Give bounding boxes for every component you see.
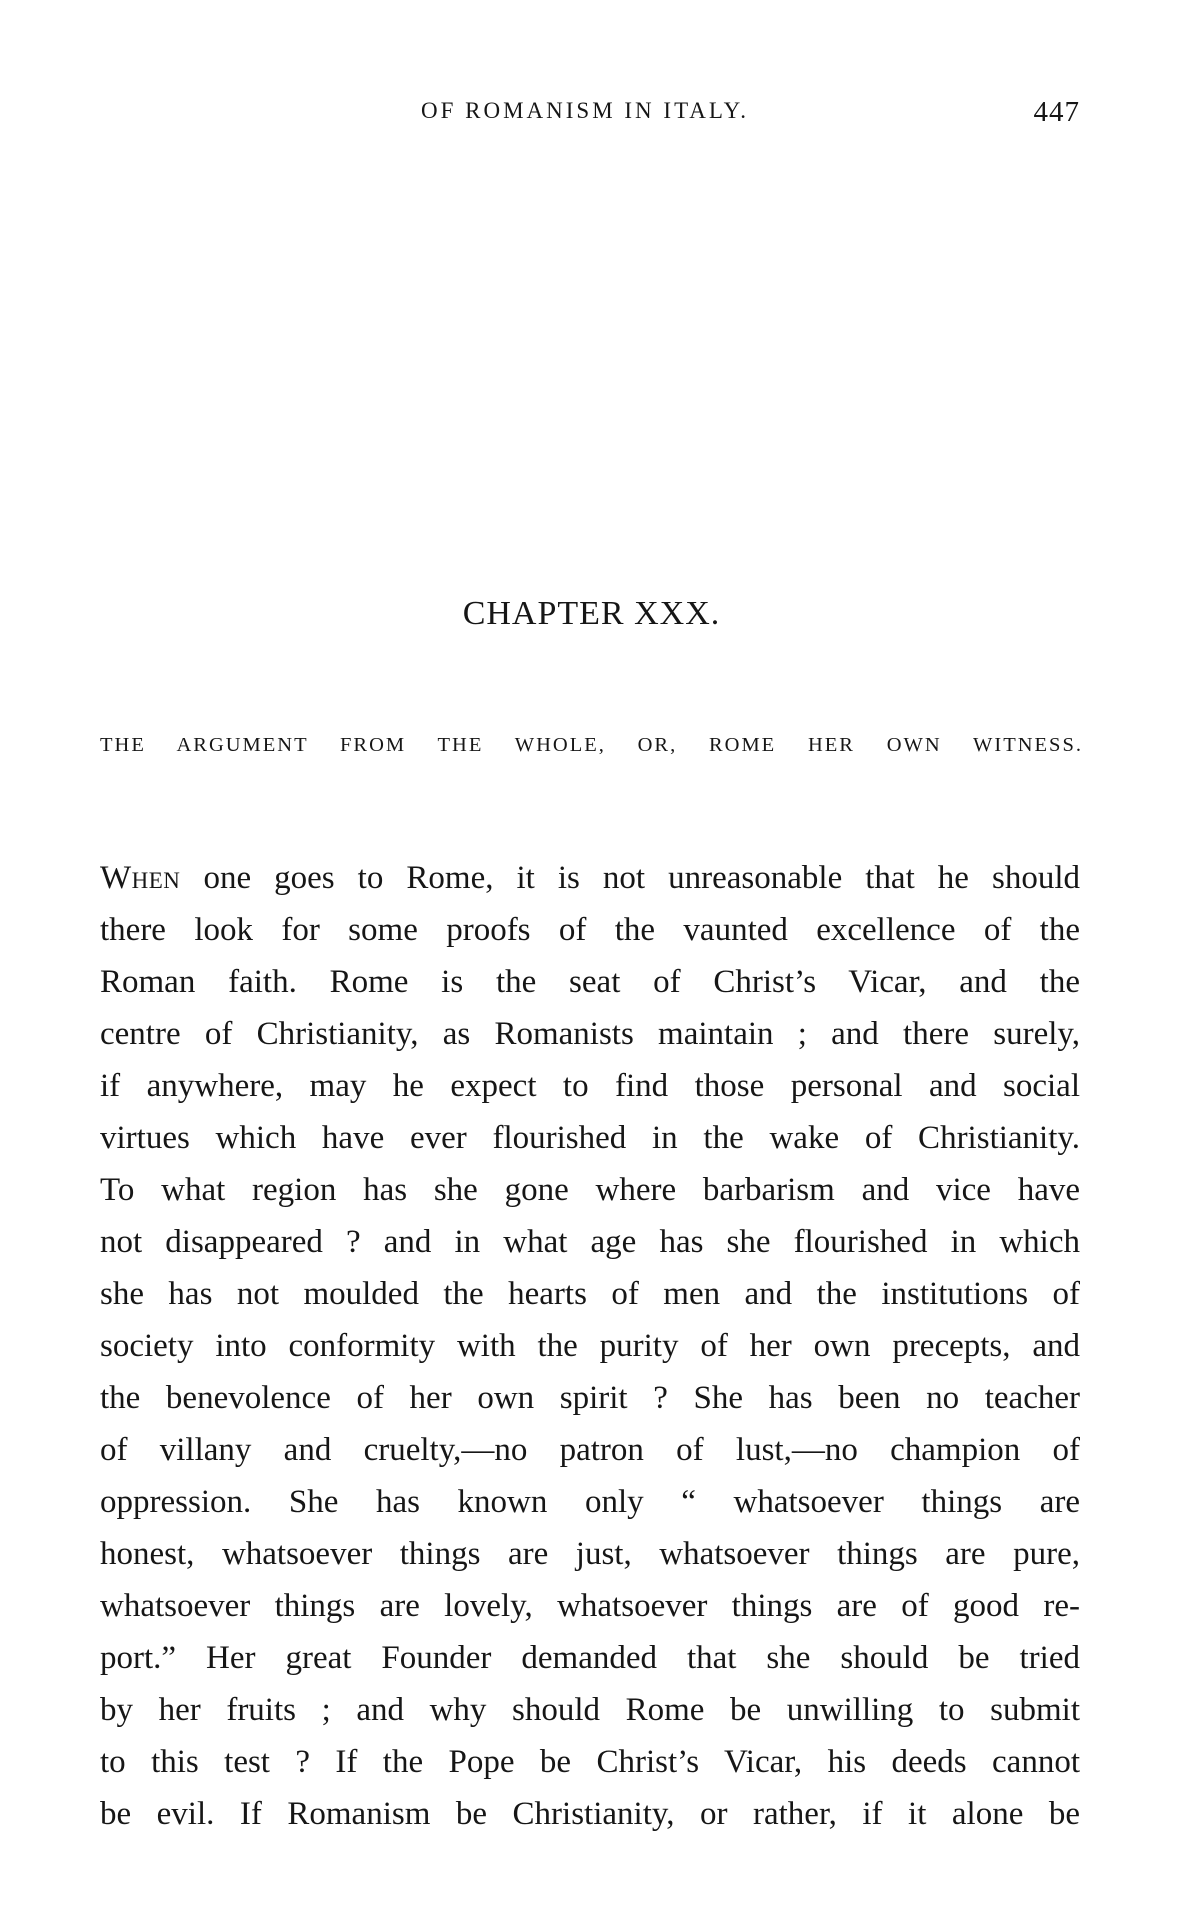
chapter-title: CHAPTER XXX. <box>462 595 721 632</box>
text-line: whatsoever things are lovely, whatsoever things are of good re- <box>100 1588 1080 1624</box>
text-line: of villany and cruelty,—no patron of lust,—no champion of <box>100 1432 1080 1468</box>
text-line: port.” Her great Founder demanded that she should be tried <box>100 1640 1080 1676</box>
text-line: not disappeared ? and in what age has she flourished in which <box>100 1224 1080 1260</box>
lead-word: When <box>100 860 181 896</box>
text-line: honest, whatsoever things are just, whatsoever things are pure, <box>100 1536 1080 1572</box>
text-line: by her fruits ; and why should Rome be unwilling to submit <box>100 1692 1080 1728</box>
text-line: virtues which have ever flourished in the wake of Christianity. <box>100 1120 1080 1156</box>
text-line <box>100 852 1080 904</box>
text-line: the benevolence of her own spirit ? She has been no teacher <box>100 1380 1080 1416</box>
first-line-rest: one goes to Rome, it is not unreasonable that he should <box>180 860 1080 896</box>
text-line: if anywhere, may he expect to find those personal and social <box>100 1068 1080 1104</box>
text-line: oppression. She has known only “ whatsoever things are <box>100 1484 1080 1520</box>
chapter-subtitle: THE ARGUMENT FROM THE WHOLE, OR, ROME HER OWN WITNESS. <box>100 734 1083 756</box>
text-line: there look for some proofs of the vaunted excellence of the <box>100 912 1080 948</box>
text-line: Roman faith. Rome is the seat of Christ’s Vicar, and the <box>100 964 1080 1000</box>
text-line: be evil. If Romanism be Christianity, or rather, if it alone be <box>100 1796 1080 1832</box>
text-line: To what region has she gone where barbarism and vice have <box>100 1172 1080 1208</box>
text-line: centre of Christianity, as Romanists maintain ; and there surely, <box>100 1016 1080 1052</box>
text-line: to this test ? If the Pope be Christ’s Vicar, his deeds cannot <box>100 1744 1080 1780</box>
running-title: OF ROMANISM IN ITALY. <box>420 98 750 123</box>
body-paragraph <box>100 852 1080 1840</box>
text-line: society into conformity with the purity of her own precepts, and <box>100 1328 1080 1364</box>
text-line: she has not moulded the hearts of men and the institutions of <box>100 1276 1080 1312</box>
page-number: 447 <box>1033 96 1080 128</box>
running-head <box>100 98 1080 138</box>
